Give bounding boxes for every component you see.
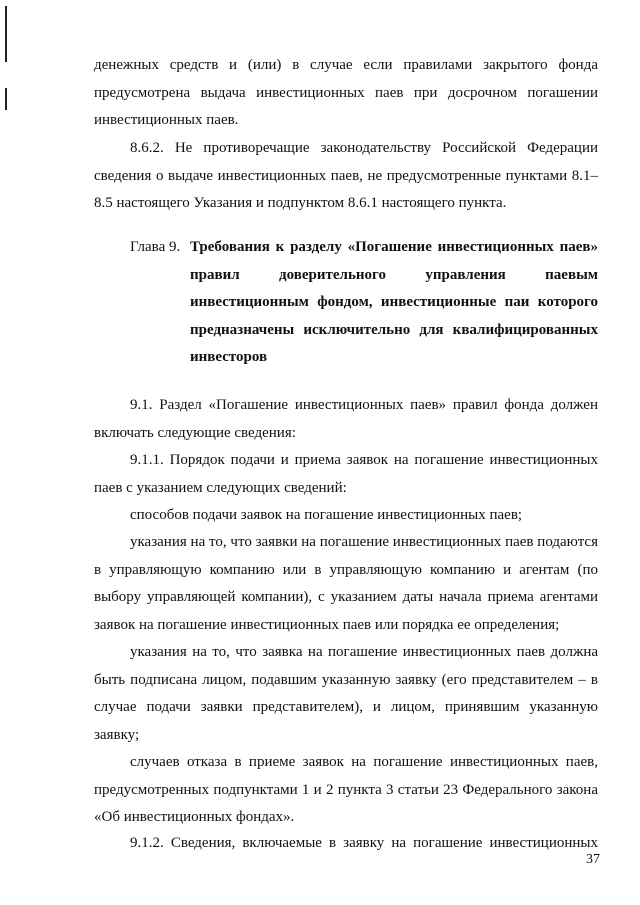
list-item-refusal: случаев отказа в приеме заявок на погашение инвестиционных паев, предусмотренных подпунктами 1 и 2 пункта 3 статьи 23 Федерального закона «Об инвестиционных фондах». (94, 754, 598, 825)
list-item-methods: способов подачи заявок на погашение инвестиционных паев; (130, 507, 523, 523)
scan-edge-mark (5, 88, 7, 110)
chapter-number: Глава 9. (130, 239, 181, 255)
list-item-signature: указания на то, что заявка на погашение инвестиционных паев должна быть подписана лицом, подавшим указанную заявку (его представителем – в случае подачи заявки представителем), и лицом, принявшим указанную заявку; (94, 644, 598, 743)
paragraph-9-1-2: 9.1.2. Сведения, включаемые в заявку на погашение инвестиционных (130, 835, 598, 851)
paragraph-9-1-1: 9.1.1. Порядок подачи и приема заявок на погашение инвестиционных паев с указанием следующих сведений: (94, 452, 598, 496)
page-number: 37 (586, 852, 600, 867)
scan-edge-mark (5, 6, 7, 62)
list-item-submission: указания на то, что заявки на погашение инвестиционных паев подаются в управляющую компанию или в управляющую компанию и агентам (по выбору управляющей компании), с указанием даты начала приема агентами заявок на погашение инвестиционных паев или порядка ее определения; (94, 534, 598, 633)
paragraph-8-6-2: 8.6.2. Не противоречащие законодательству Российской Федерации сведения о выдаче инвестиционных паев, не предусмотренные пунктами 8.1–8.5 настоящего Указания и подпунктом 8.6.1 настоящего пункта. (94, 140, 598, 211)
paragraph-continuation: денежных средств и (или) в случае если правилами закрытого фонда предусмотрена выдача инвестиционных паев при досрочном погашении инвестиционных паев. (94, 57, 598, 128)
chapter-title: Требования к разделу «Погашение инвестиционных паев» правил доверительного управления паевым инвестиционным фондом, инвестиционные паи которого предназначены исключительно для квалифицированных инвесторов (190, 239, 598, 366)
paragraph-9-1: 9.1. Раздел «Погашение инвестиционных паев» правил фонда должен включать следующие сведения: (94, 397, 598, 441)
